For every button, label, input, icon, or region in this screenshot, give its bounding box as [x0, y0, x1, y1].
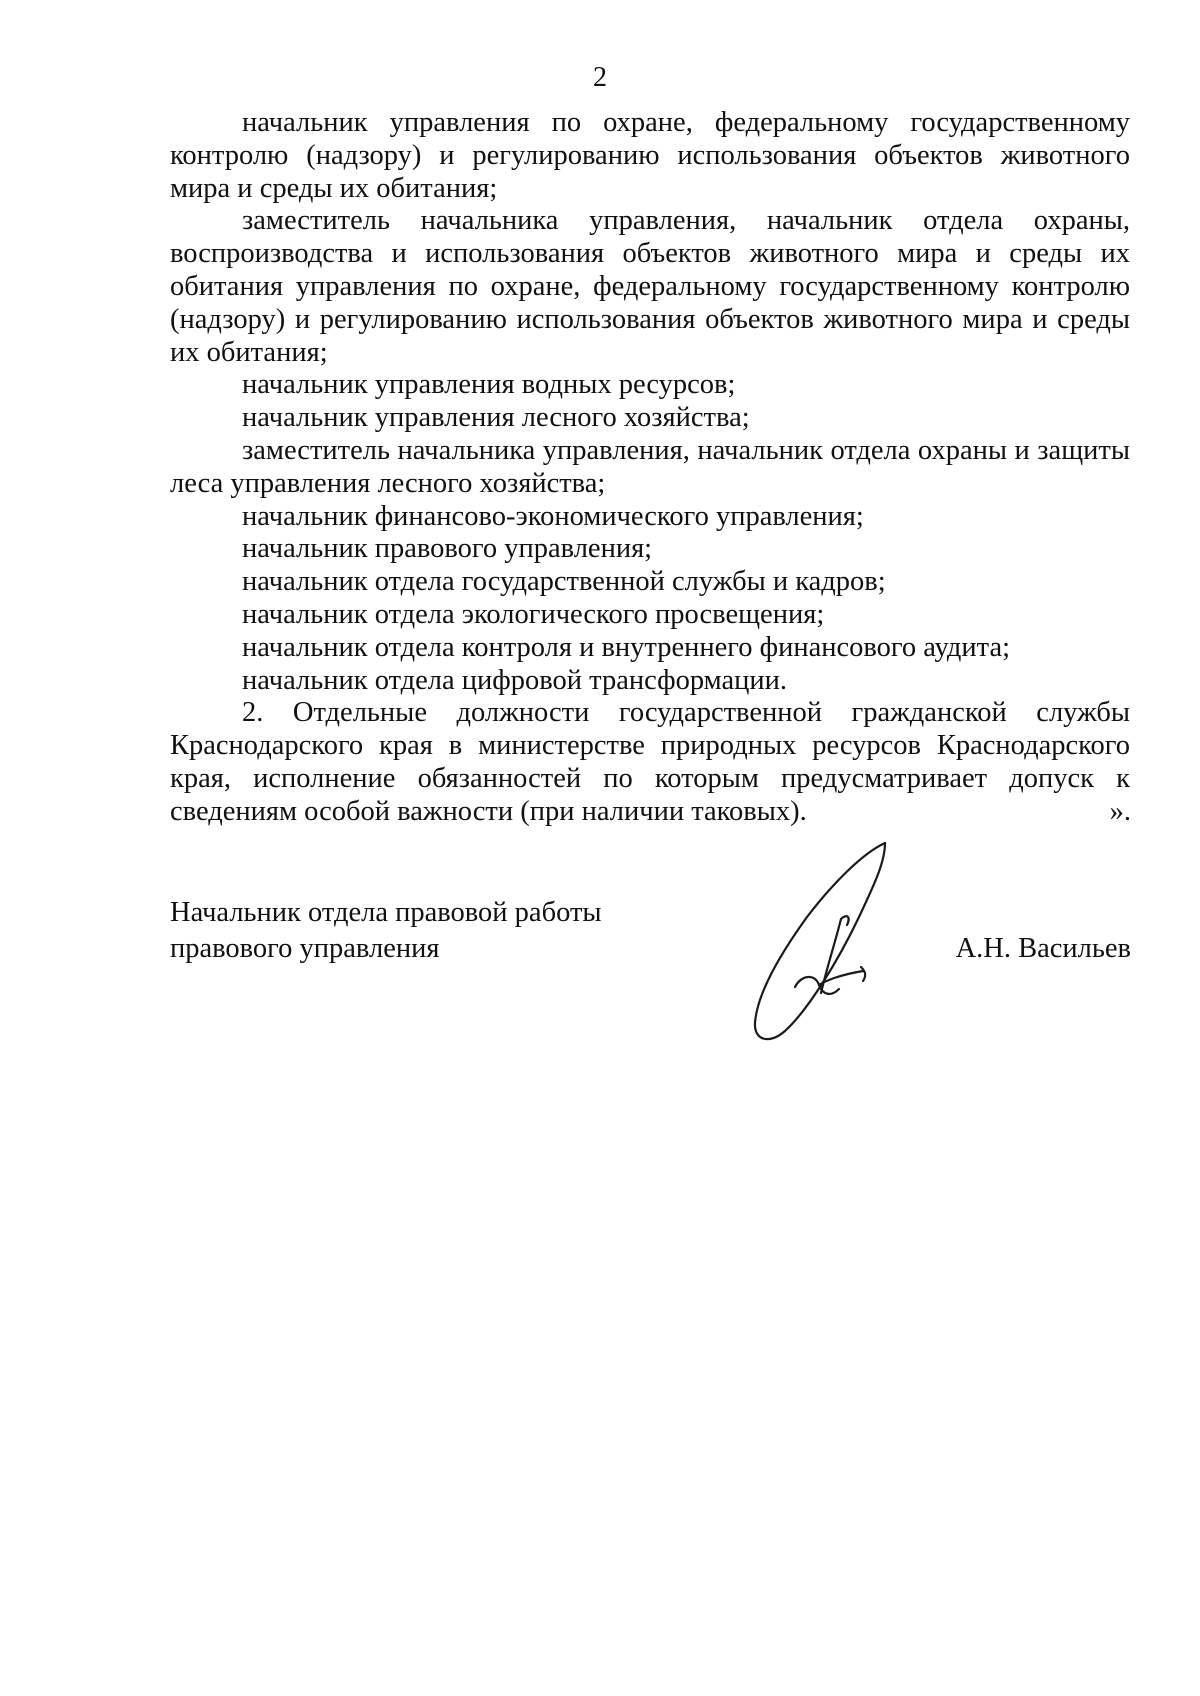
list-item: начальник отдела экологического просвещения;: [242, 598, 825, 630]
numbered-paragraph: 2. Отдельные должности государственной гражданской службы Краснодарского края в министерстве природных ресурсов Краснодарского края, исполнение обязанностей по которым предусматривает допуск к сведениям особой важности (при наличии таковых).: [170, 697, 1130, 827]
list-item: начальник финансово-экономического управления;: [242, 500, 864, 532]
list-item: начальник управления водных ресурсов;: [242, 369, 736, 401]
list-item: начальник отдела цифровой трансформации.: [242, 664, 788, 696]
list-item: заместитель начальника управления, начальник отдела охраны и защиты леса управления лесного хозяйства;: [170, 434, 1130, 499]
list-item: начальник правового управления;: [242, 533, 653, 565]
signatory-name: А.Н. Васильев: [955, 933, 1131, 964]
document-body: [170, 107, 1130, 829]
signatory-position-line-1: Начальник отдела правовой работы: [170, 897, 602, 928]
list-item: начальник управления лесного хозяйства;: [242, 402, 750, 434]
list-item: начальник отдела государственной службы и кадров;: [242, 566, 886, 598]
list-item: начальник отдела контроля и внутреннего финансового аудита;: [242, 631, 1011, 663]
signatory-position: [170, 895, 690, 967]
signatory-position-line-2: правового управления: [170, 933, 440, 964]
page-number: 2: [593, 62, 607, 93]
list-item: начальник управления по охране, федеральному государственному контролю (надзору) и регулированию использования объектов животного мира и среды их обитания;: [170, 107, 1130, 204]
list-item: заместитель начальника управления, начальник отдела охраны, воспроизводства и использования объектов животного мира и среды их обитания управления по охране, федеральному государственному контролю (надзору) и регулированию использования объектов животного мира и среды их обитания;: [170, 205, 1130, 368]
closing-quote: ».: [1109, 796, 1131, 827]
